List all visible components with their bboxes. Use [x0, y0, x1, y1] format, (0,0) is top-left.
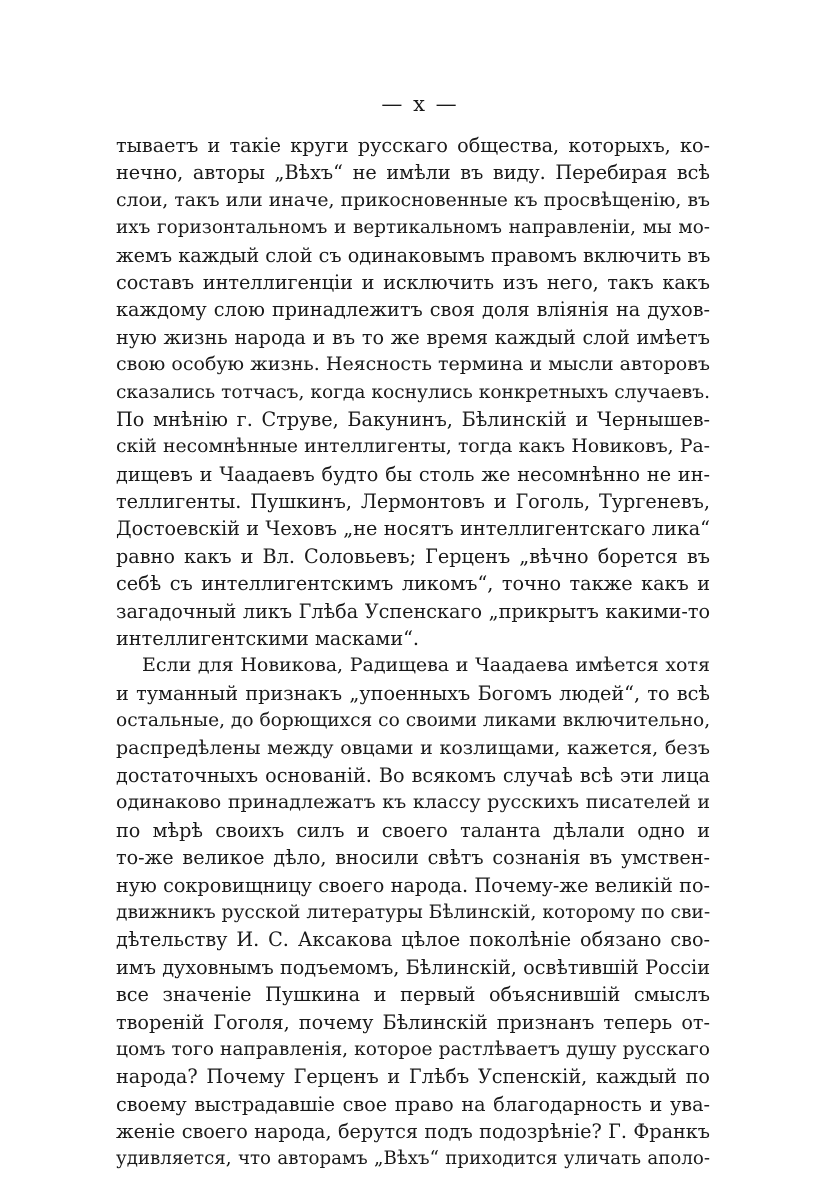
text-line: Достоевскій и Чеховъ „не носятъ интеллигентскаго лика“ — [116, 517, 710, 541]
text-line: имъ духовнымъ подъемомъ, Бѣлинскій, освѣтившій Россіи — [116, 955, 710, 979]
text-line: достаточныхъ основаній. Во всякомъ случаѣ всѣ эти лица — [116, 763, 710, 787]
text-line: жемъ каждый слой съ одинаковымъ правомъ включить въ — [116, 243, 710, 267]
text-line: теллигенты. Пушкинъ, Лермонтовъ и Гоголь, Тургеневъ, — [116, 490, 710, 514]
page-number: — x — — [381, 92, 459, 116]
paragraph-start-line: Если для Новикова, Радищева и Чаадаева имѣется хотя — [142, 654, 710, 677]
text-line: женіе своего народа, берутся подъ подозрѣніе? Г. Франкъ — [116, 1120, 710, 1144]
text-line: все значеніе Пушкина и первый объяснившій смыслъ — [116, 983, 710, 1007]
text-line: ихъ горизонтальномъ и вертикальномъ направленіи, мы мо- — [116, 217, 710, 239]
text-line: составъ интеллигенціи и исключить изъ него, такъ какъ — [116, 270, 710, 294]
text-line: одинаково принадлежатъ къ классу русскихъ писателей и — [116, 791, 710, 814]
text-line: тываетъ и такіе круги русскаго общества, которыхъ, ко- — [116, 134, 710, 157]
text-line: то-же великое дѣло, вносили свѣтъ сознанія въ умствен- — [116, 846, 710, 870]
text-line: удивляется, что авторамъ „Вѣхъ“ приходится уличать аполо- — [116, 1148, 710, 1170]
text-line: распредѣлены между овцами и козлищами, кажется, безъ — [116, 736, 710, 759]
text-line: цомъ того направленія, которое растлѣваетъ душу русскаго — [116, 1038, 710, 1060]
text-line: ную жизнь народа и въ то же время каждый слой имѣетъ — [116, 325, 710, 349]
paragraph-end-line: интеллигентскими масками“. — [116, 627, 420, 651]
text-line: сказались тотчасъ, когда коснулись конкретныхъ случаевъ. — [116, 381, 710, 403]
text-line: дищевъ и Чаадаевъ будто бы столь же несомнѣнно не ин- — [116, 462, 710, 486]
text-line: остальные, до борющихся со своими ликами включительно, — [116, 710, 710, 732]
text-line: по мѣрѣ своихъ силъ и своего таланта дѣлали одно и — [116, 818, 710, 842]
text-line: и туманный признакъ „упоенныхъ Богомъ людей“, то всѣ — [116, 681, 710, 705]
text-line: ную сокровищницу своего народа. Почему-же великій по- — [116, 873, 710, 897]
text-line: слои, такъ или иначе, прикосновенные къ просвѣщенію, въ — [116, 189, 710, 211]
text-line: народа? Почему Герценъ и Глѣбъ Успенскій, каждый по — [116, 1065, 710, 1089]
text-line: скій несомнѣнные интеллигенты, тогда какъ Новиковъ, Ра- — [116, 436, 710, 458]
text-line: движникъ русской литературы Бѣлинскій, которому по сви- — [116, 901, 710, 923]
text-line: загадочный ликъ Глѣба Успенскаго „прикрытъ какими-то — [116, 599, 710, 623]
text-line: себѣ съ интеллигентскимъ ликомъ“, точно также какъ и — [116, 572, 710, 596]
body-text — [116, 132, 710, 1173]
text-line: дѣтельству И. С. Аксакова цѣлое поколѣніе обязано сво- — [116, 928, 710, 952]
text-line: каждому слою принадлежитъ своя доля вліянія на духов- — [116, 298, 710, 322]
text-line: свою особую жизнь. Неясность термина и мысли авторовъ — [116, 353, 710, 376]
text-line: равно какъ и Вл. Соловьевъ; Герценъ „вѣчно борется въ — [116, 544, 710, 568]
text-line: нечно, авторы „Вѣхъ“ не имѣли въ виду. Перебирая всѣ — [116, 161, 710, 185]
text-line: своему выстрадавшіе свое право на благодарность и ува- — [116, 1092, 710, 1116]
text-line: По мнѣнію г. Струве, Бакунинъ, Бѣлинскій и Чернышев- — [116, 407, 710, 431]
text-line: твореній Гоголя, почему Бѣлинскій признанъ теперь от- — [116, 1010, 710, 1034]
